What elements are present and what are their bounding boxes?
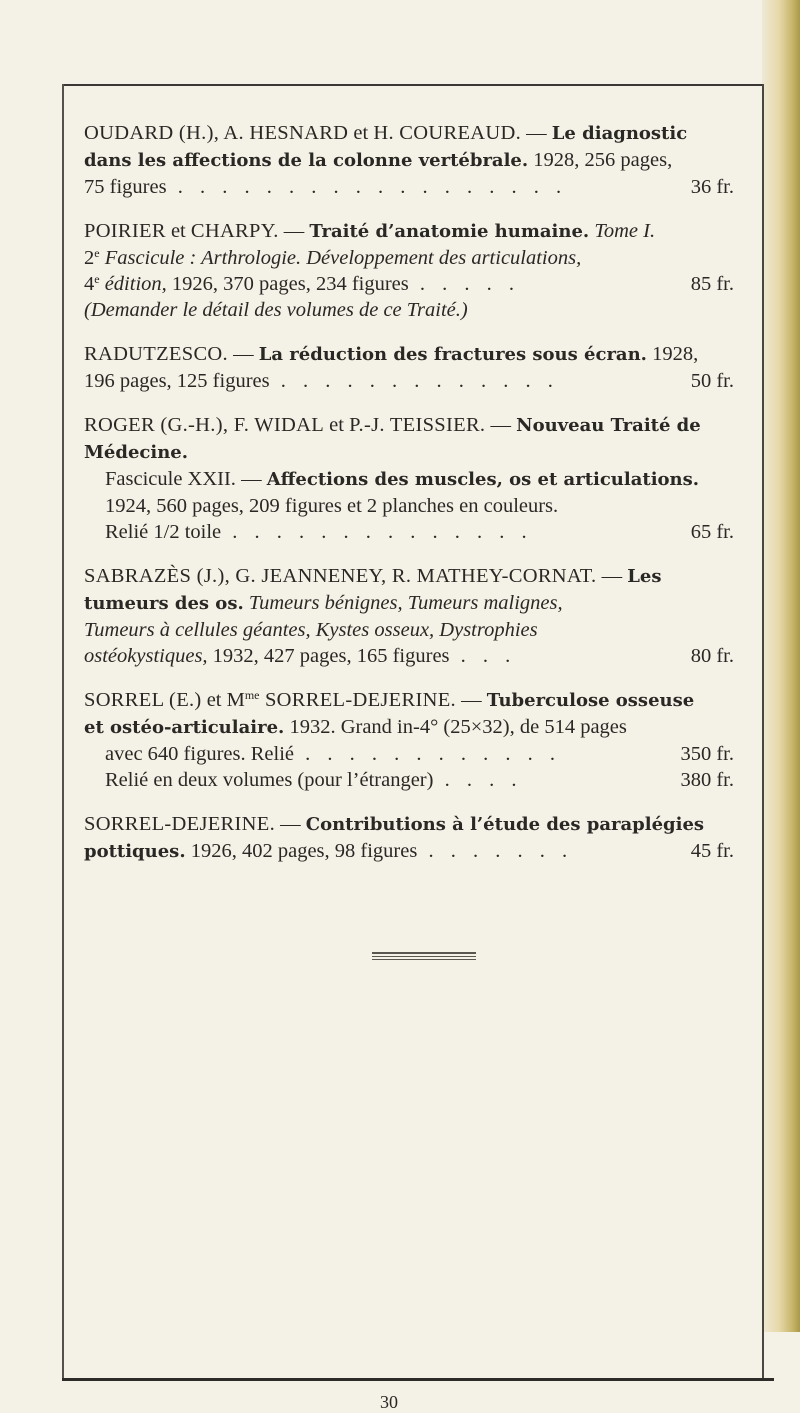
frame-bottom-rule <box>62 1378 774 1381</box>
connector: et <box>324 414 350 436</box>
catalog-entry-radutzesco <box>84 341 734 394</box>
subtitle: Tumeurs à cellules géantes, Kystes osseux, Dystrophies <box>84 619 538 641</box>
dash: — <box>521 122 552 144</box>
book-details: 75 figures <box>84 176 167 198</box>
price: 50 fr. <box>690 370 734 392</box>
divider-line <box>372 959 476 960</box>
page-edge-shadow <box>762 0 800 1332</box>
catalog-entry-sorrel <box>84 687 734 793</box>
leader-dots: . . . . . <box>408 273 520 295</box>
dash: — <box>455 689 487 711</box>
connector: et M <box>201 689 245 711</box>
ornamental-divider <box>372 952 476 962</box>
author: SORREL-DEJERINE. <box>84 813 276 835</box>
edition: édition, <box>99 273 167 295</box>
catalog-entry-poirier <box>84 218 734 323</box>
author: OUDARD (H.), A. HESNARD <box>84 122 349 144</box>
binding: Relié en deux volumes (pour l’étranger) <box>105 769 434 791</box>
book-title: Nouveau Traité de <box>516 415 701 436</box>
leader-dots: . . . . . . . . . . . . . <box>269 370 559 392</box>
ordinal: 2 <box>84 247 95 269</box>
price: 65 fr. <box>690 521 734 543</box>
author: CHARPY. <box>190 220 279 242</box>
author: RADUTZESCO. <box>84 343 228 365</box>
author: POIRIER <box>84 220 166 242</box>
book-title: et ostéo-articulaire. <box>84 717 285 738</box>
leader-dots: . . . <box>449 645 517 667</box>
note: (Demander le détail des volumes de ce Traité.) <box>84 299 468 321</box>
leader-dots: . . . . . . . . . . . . . . . . . . <box>166 176 568 198</box>
price: 36 fr. <box>690 176 734 198</box>
fascicle: Fascicule : Arthrologie. Développement des articulations, <box>99 247 582 269</box>
ordinal: 4 <box>84 273 95 295</box>
book-title: Contributions à l’étude des paraplégies <box>305 814 705 835</box>
fascicle: Fascicule XXII. <box>105 468 236 490</box>
author: SABRAZÈS (J.), G. JEANNENEY, R. MATHEY-CORNAT. <box>84 565 597 587</box>
book-details: 1932, 427 pages, 165 figures <box>207 645 450 667</box>
binding: Relié 1/2 toile <box>105 521 222 543</box>
leader-dots: . . . . . . . . . . . . <box>293 743 561 765</box>
book-title: pottiques. <box>84 841 186 862</box>
connector: et <box>165 220 191 242</box>
frame-right-rule <box>762 84 764 1380</box>
book-title: dans les affections de la colonne vertébrale. <box>84 150 529 171</box>
connector: et <box>348 122 374 144</box>
book-title: Traité d’anatomie humaine. <box>309 221 590 242</box>
ordinal-suffix: e <box>94 272 100 286</box>
divider-line <box>372 952 476 954</box>
author: H. COUREAUD. <box>373 122 522 144</box>
ordinal-suffix: e <box>94 246 100 260</box>
book-title: La réduction des fractures sous écran. <box>258 344 647 365</box>
book-title: Médecine. <box>84 442 189 463</box>
volume: Tome I. <box>589 220 656 242</box>
author: SORREL (E.) <box>84 689 202 711</box>
book-title: tumeurs des os. <box>84 593 244 614</box>
price: 380 fr. <box>680 769 734 791</box>
book-details: 1924, 560 pages, 209 figures et 2 planches en couleurs. <box>105 495 559 517</box>
book-details: 1928, <box>646 343 699 365</box>
dash: — <box>596 565 628 587</box>
price: 80 fr. <box>690 645 734 667</box>
title-suffix: me <box>244 688 260 702</box>
book-details: 1928, 256 pages, <box>528 149 673 171</box>
dash: — <box>227 343 259 365</box>
frame-top-rule <box>62 84 764 86</box>
leader-dots: . . . . . . . . . . . . . . <box>221 521 533 543</box>
binding: avec 640 figures. Relié <box>105 743 294 765</box>
price: 350 fr. <box>680 743 734 765</box>
book-details: 1932. Grand in-4° (25×32), de 514 pages <box>284 716 627 738</box>
catalog-entry-sorrel-dejerine <box>84 811 734 865</box>
book-details: 1926, 402 pages, 98 figures <box>185 840 418 862</box>
book-details: 1926, 370 pages, 234 figures <box>166 273 409 295</box>
catalog-entry-roger <box>84 412 734 545</box>
book-details: 196 pages, 125 figures <box>84 370 270 392</box>
subtitle: ostéokystiques, <box>84 645 208 667</box>
fascicle-title: Affections des muscles, os et articulations. <box>266 469 700 490</box>
dash: — <box>485 414 517 436</box>
price: 85 fr. <box>690 273 734 295</box>
book-title: Les <box>627 566 662 587</box>
leader-dots: . . . . . . . <box>417 840 574 862</box>
subtitle: Tumeurs bénignes, Tumeurs malignes, <box>243 592 563 614</box>
dash: — <box>275 813 306 835</box>
leader-dots: . . . . <box>433 769 523 791</box>
dash: — <box>235 468 267 490</box>
author: ROGER (G.-H.), F. WIDAL <box>84 414 325 436</box>
author: P.-J. TEISSIER. <box>349 414 486 436</box>
catalog-entry-sabrazes <box>84 563 734 669</box>
book-title: Tuberculose osseuse <box>486 690 695 711</box>
author: SORREL-DEJERINE. <box>259 689 456 711</box>
catalog-entry-oudard <box>84 120 734 200</box>
dash: — <box>278 220 310 242</box>
price: 45 fr. <box>690 840 734 862</box>
book-title: Le diagnostic <box>551 123 688 144</box>
divider-line <box>372 956 476 957</box>
page-number: 30 <box>380 1392 398 1412</box>
frame-left-rule <box>62 84 64 1380</box>
catalog-list <box>84 120 734 883</box>
